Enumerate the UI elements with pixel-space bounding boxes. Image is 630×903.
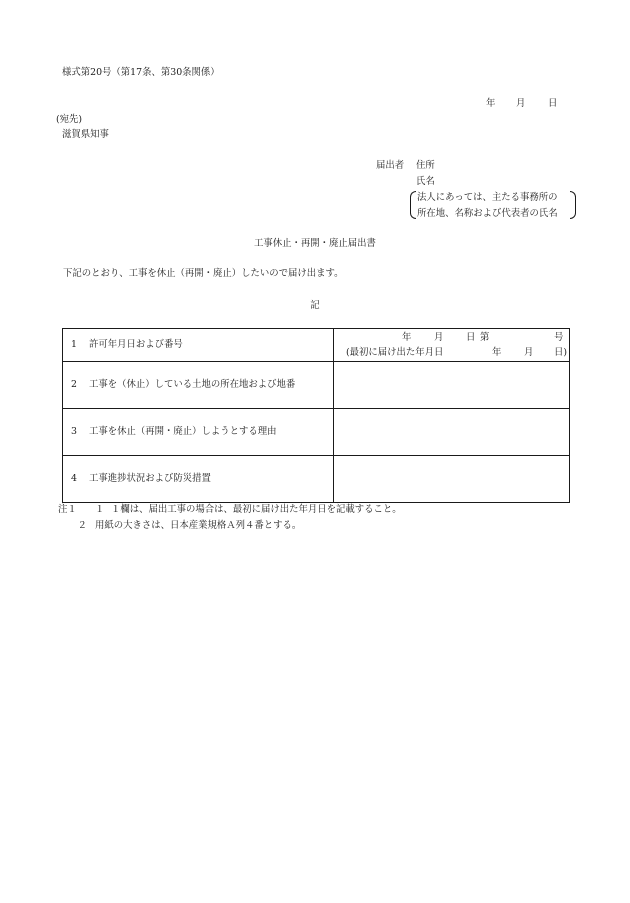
progress-cell[interactable]	[334, 456, 570, 503]
table-row	[63, 409, 570, 456]
date-year: 年	[486, 98, 496, 109]
addressee-name: 滋賀県知事	[62, 129, 109, 140]
note-item	[58, 504, 402, 516]
row-label	[63, 329, 334, 362]
note-item	[58, 520, 301, 532]
row-number: 3	[71, 426, 77, 438]
permit-date-line	[402, 332, 563, 344]
note-text: １欄は、届出工事の場合は、最初に届け出た年月日を記載すること。	[111, 504, 402, 515]
permit-month: 月	[434, 332, 444, 343]
row-number: 4	[71, 473, 77, 485]
addressee-label: (宛先)	[56, 114, 83, 125]
location-cell[interactable]	[334, 362, 570, 409]
ki-heading: 記	[310, 300, 320, 311]
table-row	[63, 362, 570, 409]
row-number: 1	[71, 339, 77, 351]
left-parenthesis	[410, 191, 416, 219]
row-label-text: 工事を休止（再開・廃止）しようとする理由	[89, 426, 277, 438]
corporation-note-line1: 法人にあっては、主たる事務所の	[417, 192, 558, 203]
reason-cell[interactable]	[334, 409, 570, 456]
address-label: 住所	[416, 160, 435, 171]
row-label-text: 工事を（休止）している土地の所在地および地番	[89, 379, 296, 391]
permit-day: 日	[466, 332, 476, 343]
applicant-label: 届出者	[376, 160, 405, 171]
permit-dai: 第	[480, 332, 490, 343]
permit-go: 号	[554, 332, 564, 343]
right-parenthesis	[570, 191, 576, 219]
note-text: 用紙の大きさは、日本産業規格Ａ列４番とする。	[95, 520, 302, 531]
corporation-note-line2: 所在地、名称および代表者の氏名	[417, 208, 558, 219]
form-number: 様式第20号（第17条、第30条関係）	[62, 67, 220, 78]
first-notice-month: 月	[524, 347, 534, 358]
row-number: 2	[71, 379, 77, 391]
row-label	[63, 409, 334, 456]
row-label-text: 工事進捗状況および防災措置	[89, 473, 211, 485]
row-label-text: 許可年月日および番号	[89, 339, 183, 351]
permit-date-cell[interactable]	[334, 329, 570, 362]
first-notice-year: 年	[492, 347, 502, 358]
notice-table	[62, 328, 570, 503]
corporation-note	[410, 190, 572, 220]
table-row	[63, 456, 570, 503]
submission-date	[486, 98, 557, 110]
date-month: 月	[516, 98, 526, 109]
note-head: 注１	[58, 504, 77, 515]
note-number: ２	[77, 520, 87, 531]
row-label	[63, 362, 334, 409]
row-label	[63, 456, 334, 503]
permit-year: 年	[402, 332, 412, 343]
document-title: 工事休止・再開・廃止届出書	[254, 238, 376, 249]
first-notice-label: (最初に届け出た年月日	[346, 347, 444, 358]
name-label: 氏名	[416, 176, 435, 187]
note-number: １	[95, 504, 105, 515]
date-day: 日	[548, 98, 558, 109]
first-notice-day: 日)	[554, 347, 568, 358]
table-row	[63, 329, 570, 362]
body-text: 下記のとおり、工事を休止（再開・廃止）したいので届け出ます。	[63, 268, 344, 279]
first-notice-line	[346, 347, 567, 359]
